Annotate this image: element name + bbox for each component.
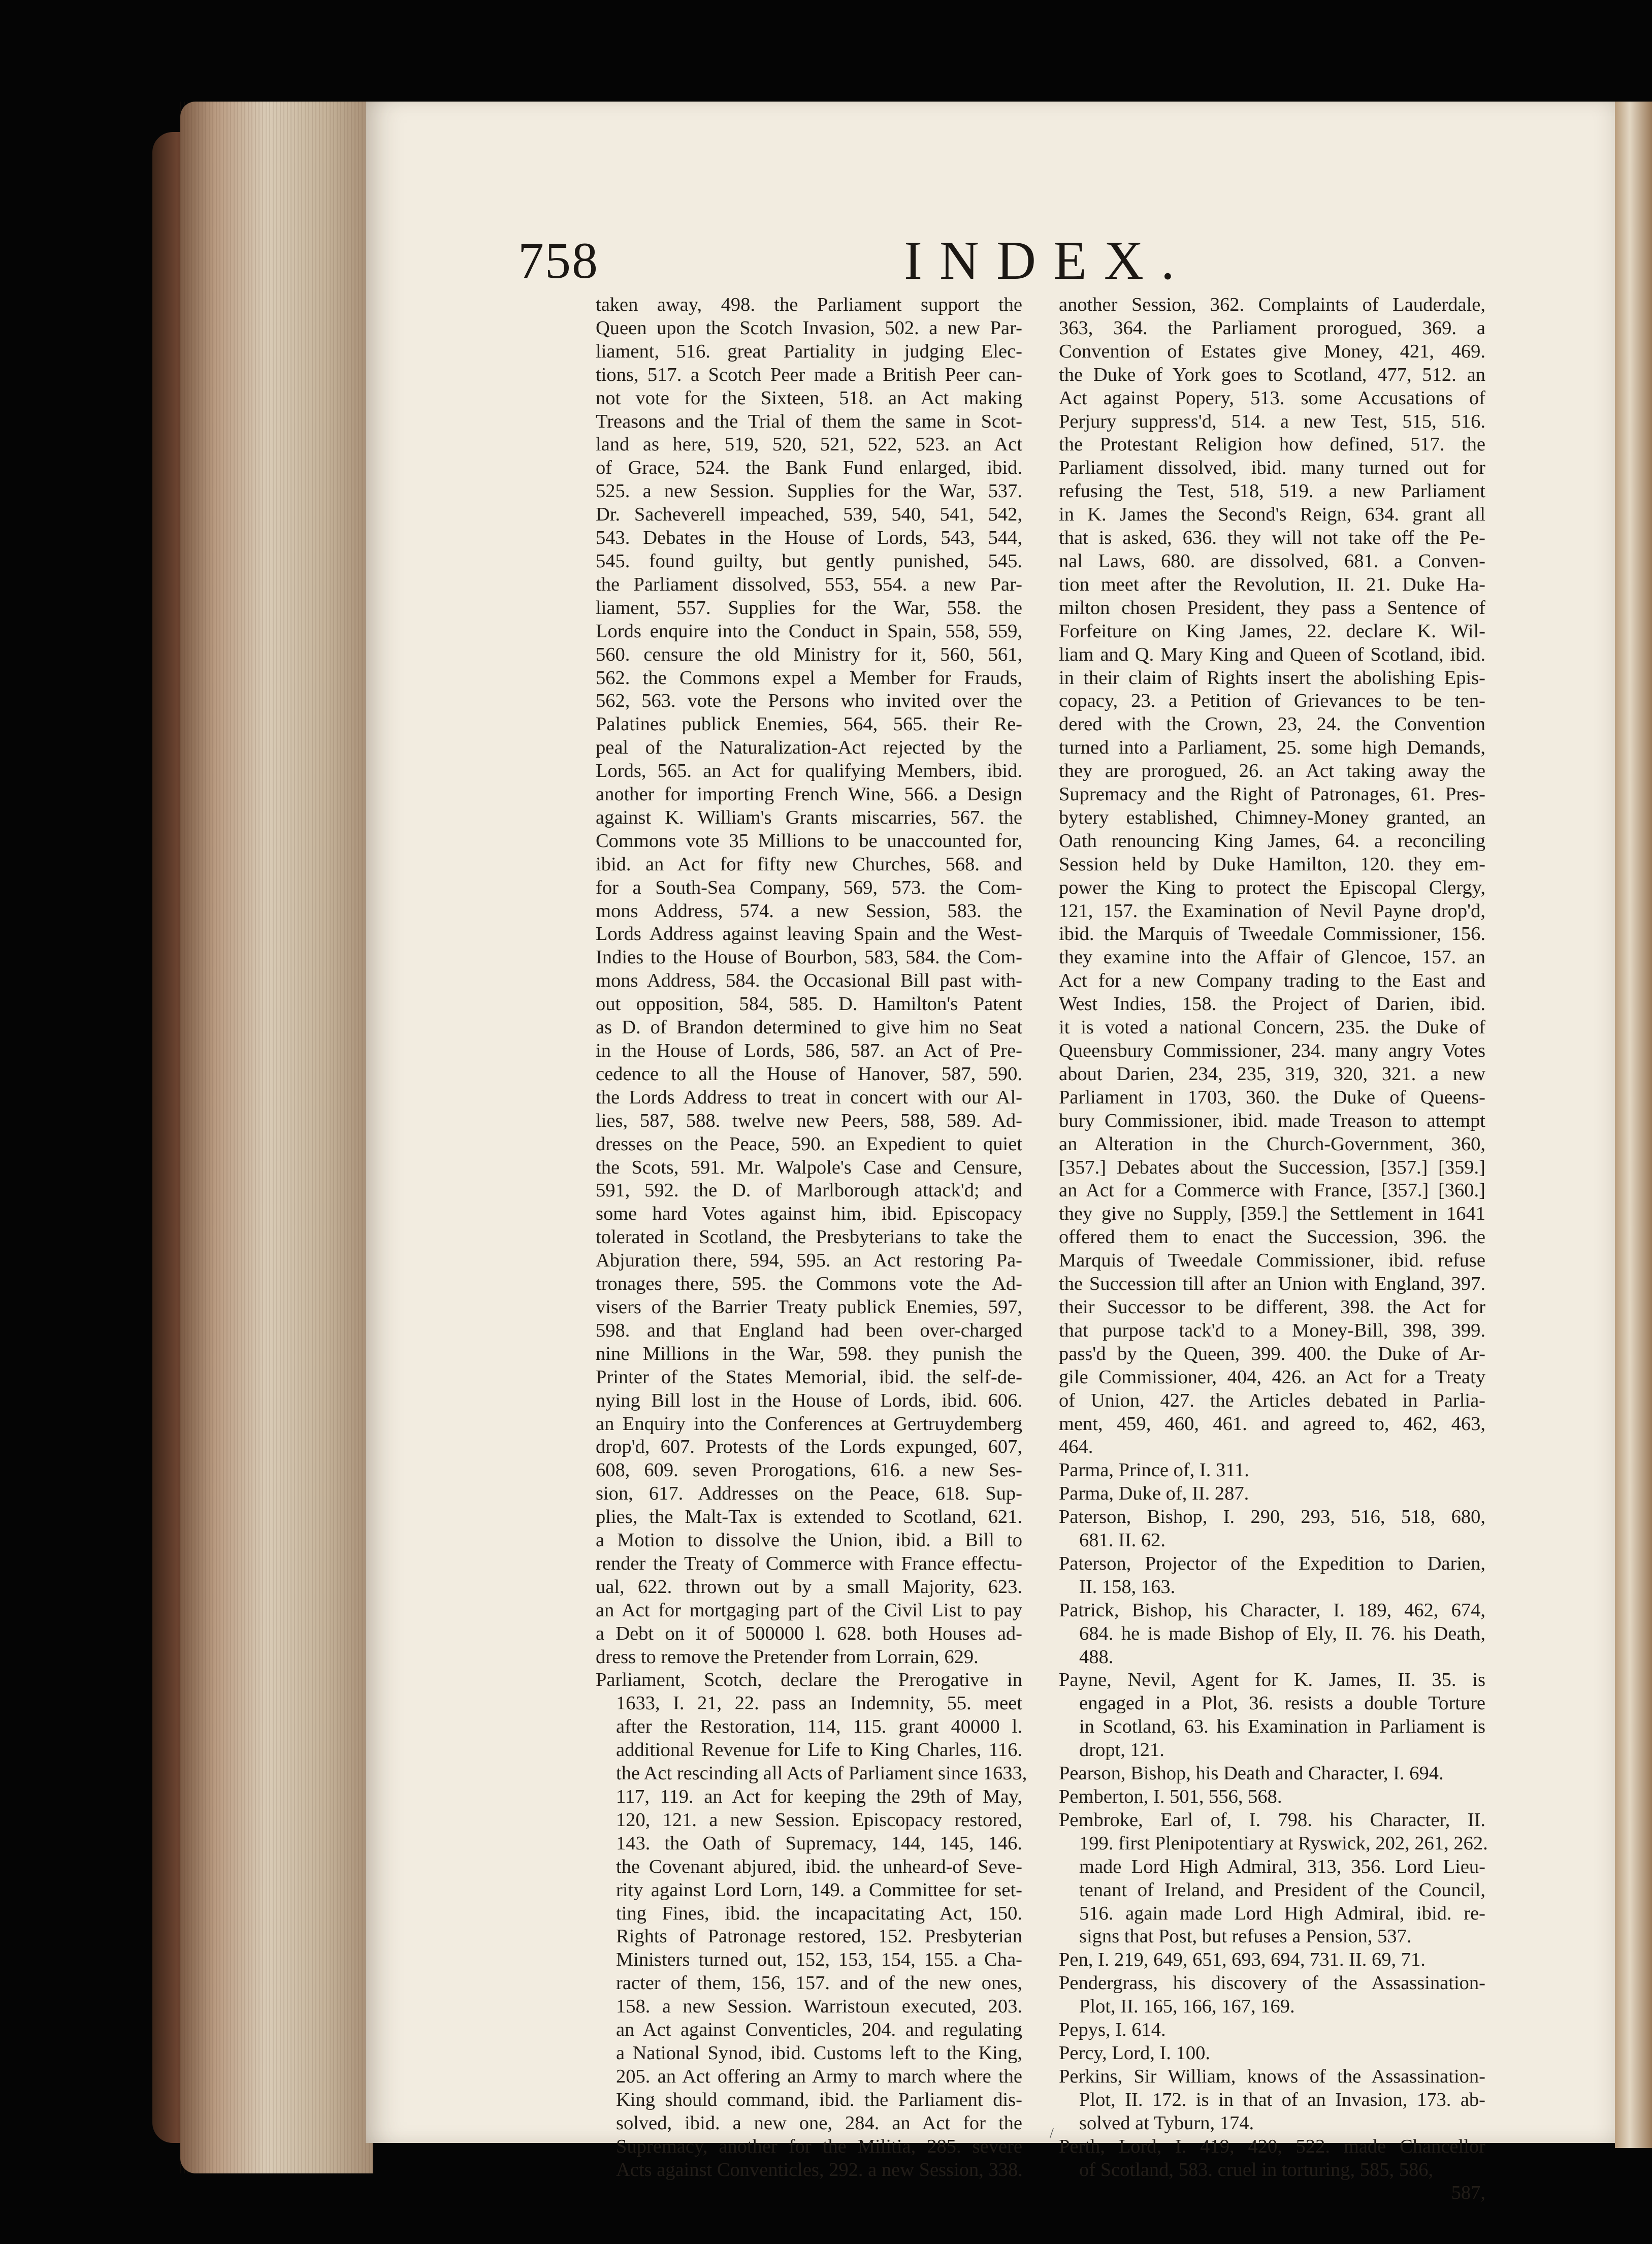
index-line: mons Address, 584. the Occasional Bill past with- xyxy=(596,970,1022,992)
index-line: Acts against Conventicles, 292. a new Session, 338. xyxy=(616,2159,1023,2181)
index-line: dresses on the Peace, 590. an Expedient to quiet xyxy=(596,1133,1022,1155)
index-line: an Act against Conventicles, 204. and regulating xyxy=(616,2019,1022,2041)
index-line: 545. found guilty, but gently punished, 545. xyxy=(596,550,1022,572)
index-line: plies, the Malt-Tax is extended to Scotland, 621. xyxy=(596,1506,1022,1528)
index-line: Convention of Estates give Money, 421, 469. xyxy=(1059,340,1485,362)
index-line: 464. xyxy=(1059,1436,1093,1458)
index-line: 560. censure the old Ministry for it, 560, 561, xyxy=(596,643,1022,665)
index-line: Parliament in 1703, 360. the Duke of Queens- xyxy=(1059,1086,1485,1108)
index-entry-heading: Pepys, I. 614. xyxy=(1059,2019,1166,2041)
index-line: not vote for the Sixteen, 518. an Act making xyxy=(596,387,1022,409)
index-line: it is voted a national Concern, 235. the Duke of xyxy=(1059,1017,1485,1038)
index-line: render the Treaty of Commerce with France effectu- xyxy=(596,1552,1022,1574)
page-block-edge xyxy=(180,102,373,2173)
index-line: 199. first Plenipotentiary at Ryswick, 202, 261, 262. xyxy=(1079,1832,1488,1854)
index-line: racter of them, 156, 157. and of the new ones, xyxy=(616,1972,1022,1994)
index-entry xyxy=(1059,2135,1485,2182)
index-line: Oath renouncing King James, 64. a reconciling xyxy=(1059,830,1485,852)
index-line: out opposition, 584, 585. D. Hamilton's Patent xyxy=(596,993,1022,1015)
index-line: the Lords Address to treat in concert with our Al- xyxy=(596,1086,1022,1108)
index-line: a National Synod, ibid. Customs left to the King, xyxy=(616,2042,1022,2064)
index-entry xyxy=(1059,1785,1485,1809)
index-entry xyxy=(1059,1809,1488,1948)
index-line: power the King to protect the Episcopal Clergy, xyxy=(1059,876,1485,898)
index-line: an Enquiry into the Conferences at Gertruydemberg xyxy=(596,1413,1022,1435)
index-line: their Successor to be different, 398. the Act for xyxy=(1059,1296,1485,1318)
index-line: Session held by Duke Hamilton, 120. they em- xyxy=(1059,853,1485,875)
index-line: they give no Supply, [359.] the Settlement in 1641 xyxy=(1059,1203,1485,1225)
catchword: 587, xyxy=(1451,2182,1485,2204)
index-line: in Scotland, 63. his Examination in Parliament is xyxy=(1079,1716,1485,1738)
index-line: a Motion to dissolve the Union, ibid. a Bill to xyxy=(596,1530,1022,1551)
index-line: in their claim of Rights insert the abolishing Epis- xyxy=(1059,667,1485,689)
index-line: Queen upon the Scotch Invasion, 502. a new Par- xyxy=(596,317,1022,339)
index-line: 525. a new Session. Supplies for the War, 537. xyxy=(596,480,1022,502)
index-entry-heading: Pemberton, I. 501, 556, 568. xyxy=(1059,1786,1282,1807)
index-line: the Act rescinding all Acts of Parliament since 1633, xyxy=(616,1763,1027,1784)
index-line: ment, 459, 460, 461. and agreed to, 462, 463, xyxy=(1059,1413,1485,1435)
index-line: drop'd, 607. Protests of the Lords expunged, 607, xyxy=(596,1436,1022,1458)
index-line: West Indies, 158. the Project of Darien, ibid. xyxy=(1059,993,1485,1015)
index-line: tions, 517. a Scotch Peer made a British Peer can- xyxy=(596,364,1022,385)
index-entry xyxy=(1059,1599,1485,1669)
index-line: 143. the Oath of Supremacy, 144, 145, 146. xyxy=(616,1832,1022,1854)
index-entry xyxy=(1059,1669,1485,1762)
index-line: solved at Tyburn, 174. xyxy=(1079,2112,1254,2134)
index-line: signs that Post, but refuses a Pension, 537. xyxy=(1079,1926,1412,1947)
index-entry-heading: Patrick, Bishop, his Character, I. 189, 462, 674, xyxy=(1059,1599,1485,1621)
index-line: Plot, II. 165, 166, 167, 169. xyxy=(1079,1996,1295,2018)
index-line: lies, 587, 588. twelve new Peers, 588, 589. Ad- xyxy=(596,1110,1022,1131)
index-line: turned into a Parliament, 25. some high Demands, xyxy=(1059,737,1485,759)
index-line: Parliament dissolved, ibid. many turned out for xyxy=(1059,457,1485,479)
index-line: against K. William's Grants miscarries, 567. the xyxy=(596,806,1022,828)
index-line: tenant of Ireland, and President of the Council, xyxy=(1079,1879,1485,1901)
index-line: 608, 609. seven Prorogations, 616. a new Ses- xyxy=(596,1459,1022,1481)
index-line: copacy, 23. a Petition of Grievances to be ten- xyxy=(1059,690,1485,712)
index-line: 363, 364. the Parliament prorogued, 369. a xyxy=(1059,317,1485,339)
index-entry-heading: Percy, Lord, I. 100. xyxy=(1059,2042,1210,2064)
index-line: the Parliament dissolved, 553, 554. a new Par- xyxy=(596,573,1022,595)
index-line: after the Restoration, 114, 115. grant 40000 l. xyxy=(616,1716,1022,1738)
index-line: ting Fines, ibid. the incapacitating Act, 150. xyxy=(616,1902,1022,1924)
index-line: Lords enquire into the Conduct in Spain, 558, 559, xyxy=(596,620,1022,642)
index-line: Indies to the House of Bourbon, 583, 584. the Com- xyxy=(596,947,1022,968)
index-entry xyxy=(1059,1972,1485,2019)
index-line: another Session, 362. Complaints of Lauderdale, xyxy=(1059,294,1485,315)
index-entry-heading: Pendergrass, his discovery of the Assassination- xyxy=(1059,1972,1485,1994)
index-line: 516. again made Lord High Admiral, ibid. re- xyxy=(1079,1902,1485,1924)
index-line: the Protestant Religion how defined, 517. the xyxy=(1059,434,1485,456)
index-line: some hard Votes against him, ibid. Episcopacy xyxy=(596,1203,1022,1225)
index-line: Act against Popery, 513. some Accusations of xyxy=(1059,387,1485,409)
index-line: King should command, ibid. the Parliament dis- xyxy=(616,2089,1022,2110)
index-line: dered with the Crown, 23, 24. the Convention xyxy=(1059,713,1485,735)
stray-mark: / xyxy=(1050,2126,1054,2141)
index-line: Perjury suppress'd, 514. a new Test, 515, 516. xyxy=(1059,410,1485,432)
index-entry xyxy=(1059,2065,1485,2135)
index-line: as D. of Brandon determined to give him no Seat xyxy=(596,1017,1022,1038)
index-entry xyxy=(1059,1552,1485,1599)
index-entry-heading: Perth, Lord, I. 419, 420, 522. made Chancellor xyxy=(1059,2135,1485,2157)
index-line: sion, 617. Addresses on the Peace, 618. Sup- xyxy=(596,1483,1022,1505)
index-line: Plot, II. 172. is in that of an Invasion, 173. ab- xyxy=(1079,2089,1485,2110)
index-line: of Scotland, 583. cruel in torturing, 585, 586, xyxy=(1079,2159,1434,2181)
index-line: 120, 121. a new Session. Episcopacy restored, xyxy=(616,1809,1022,1831)
index-entry xyxy=(1059,1459,1485,1482)
index-line: 121, 157. the Examination of Nevil Payne drop'd, xyxy=(1059,900,1485,922)
index-line: milton chosen President, they pass a Sentence of xyxy=(1059,597,1485,619)
index-line: Ministers turned out, 152, 153, 154, 155. a Cha- xyxy=(616,1949,1022,1971)
index-entry xyxy=(1059,2042,1485,2065)
index-entry-heading: Pearson, Bishop, his Death and Character, I. 694. xyxy=(1059,1763,1444,1784)
index-line: 543. Debates in the House of Lords, 543, 544, xyxy=(596,527,1022,549)
index-line: they examine into the Affair of Glencoe, 157. an xyxy=(1059,947,1485,968)
index-line: that is asked, 636. they will not take off the Pe- xyxy=(1059,527,1485,549)
index-line: taken away, 498. the Parliament support the xyxy=(596,294,1022,315)
index-line: nying Bill lost in the House of Lords, ibid. 606. xyxy=(596,1389,1022,1411)
index-line: Dr. Sacheverell impeached, 539, 540, 541, 542, xyxy=(596,504,1022,526)
index-line: 205. an Act offering an Army to march where the xyxy=(616,2065,1022,2087)
index-line: Forfeiture on King James, 22. declare K. Wil- xyxy=(1059,620,1485,642)
index-line: nine Millions in the War, 598. they punish the xyxy=(596,1343,1022,1364)
index-entry xyxy=(1059,1948,1485,1972)
right-column xyxy=(1059,294,1488,2205)
index-line: mons Address, 574. a new Session, 583. the xyxy=(596,900,1022,922)
index-line: Rights of Patronage restored, 152. Presbyterian xyxy=(616,1926,1022,1947)
index-line: 562. the Commons expel a Member for Frauds, xyxy=(596,667,1022,689)
index-entry-heading: Perkins, Sir William, knows of the Assassination- xyxy=(1059,2065,1485,2087)
index-line: the Succession till after an Union with England, 397. xyxy=(1059,1273,1485,1295)
index-line: II. 158, 163. xyxy=(1079,1576,1176,1598)
index-line: in K. James the Second's Reign, 634. grant all xyxy=(1059,504,1485,526)
index-line: Commons vote 35 Millions to be unaccounted for, xyxy=(596,830,1022,852)
index-line: Treasons and the Trial of them the same in Scot- xyxy=(596,410,1022,432)
index-line: refusing the Test, 518, 519. a new Parliament xyxy=(1059,480,1485,502)
index-line: an Alteration in the Church-Government, 360, xyxy=(1059,1133,1485,1155)
index-line: peal of the Naturalization-Act rejected by the xyxy=(596,737,1022,759)
index-line: engaged in a Plot, 36. resists a double Torture xyxy=(1079,1693,1485,1714)
index-line: Palatines publick Enemies, 564, 565. their Re- xyxy=(596,713,1022,735)
index-line: 117, 119. an Act for keeping the 29th of May, xyxy=(616,1786,1022,1807)
index-line: Supremacy and the Right of Patronages, 61. Pres- xyxy=(1059,784,1485,805)
index-line: tronages there, 595. the Commons vote the Ad- xyxy=(596,1273,1022,1295)
index-line: Lords, 565. an Act for qualifying Members, ibid. xyxy=(596,760,1022,782)
index-line: the Covenant abjured, ibid. the unheard-of Seve- xyxy=(616,1856,1022,1877)
index-line: gile Commissioner, 404, 426. an Act for a Treaty xyxy=(1059,1366,1485,1388)
index-line: Supremacy, another for the Militia, 285. severe xyxy=(616,2135,1022,2157)
index-line: tion meet after the Revolution, II. 21. Duke Ha- xyxy=(1059,573,1485,595)
index-line: dress to remove the Pretender from Lorrain, 629. xyxy=(596,1646,979,1668)
index-entry xyxy=(1059,1506,1485,1552)
index-line: additional Revenue for Life to King Charles, 116. xyxy=(616,1739,1022,1761)
index-line: ibid. an Act for fifty new Churches, 568. and xyxy=(596,853,1022,875)
index-line: for a South-Sea Company, 569, 573. the Com- xyxy=(596,876,1022,898)
index-line: 158. a new Session. Warristoun executed, 203. xyxy=(616,1996,1022,2018)
index-line: of Grace, 524. the Bank Fund enlarged, ibid. xyxy=(596,457,1022,479)
index-line: nal Laws, 680. are dissolved, 681. a Conven- xyxy=(1059,550,1485,572)
index-line: ibid. the Marquis of Tweedale Commissioner, 156. xyxy=(1059,923,1485,945)
index-line: dropt, 121. xyxy=(1079,1739,1164,1761)
index-line: in the House of Lords, 586, 587. an Act of Pre- xyxy=(596,1040,1022,1061)
index-line: Queensbury Commissioner, 234. many angry Votes xyxy=(1059,1040,1485,1061)
index-line: 591, 592. the D. of Marlborough attack'd; and xyxy=(596,1180,1022,1201)
index-line: a Debt on it of 500000 l. 628. both Houses ad- xyxy=(596,1622,1022,1644)
index-line: 562, 563. vote the Persons who invited over the xyxy=(596,690,1022,712)
index-line: visers of the Barrier Treaty publick Enemies, 597, xyxy=(596,1296,1022,1318)
index-line: pass'd by the Queen, 399. 400. the Duke of Ar- xyxy=(1059,1343,1485,1364)
index-line: the Duke of York goes to Scotland, 477, 512. an xyxy=(1059,364,1485,385)
index-line: made Lord High Admiral, 313, 356. Lord Lieu- xyxy=(1079,1856,1485,1877)
index-line: an Act for a Commerce with France, [357.] [360.] xyxy=(1059,1180,1485,1201)
index-entry-heading: Paterson, Projector of the Expedition to Darien, xyxy=(1059,1552,1485,1574)
index-line: ual, 622. thrown out by a small Majority, 623. xyxy=(596,1576,1022,1598)
index-line: the Scots, 591. Mr. Walpole's Case and Censure, xyxy=(596,1156,1022,1178)
index-entry-heading: Parliament, Scotch, declare the Prerogative in xyxy=(596,1669,1022,1691)
index-line: [357.] Debates about the Succession, [357.] [359.] xyxy=(1059,1156,1485,1178)
index-entry-heading: Parma, Duke of, II. 287. xyxy=(1059,1483,1249,1505)
index-entry xyxy=(1059,2019,1485,2042)
index-entry-heading: Pen, I. 219, 649, 651, 693, 694, 731. II. 69, 71. xyxy=(1059,1949,1426,1971)
index-entry xyxy=(596,1669,1027,2182)
index-entry-heading: Parma, Prince of, I. 311. xyxy=(1059,1459,1249,1481)
index-line: 684. he is made Bishop of Ely, II. 76. his Death, xyxy=(1079,1622,1485,1644)
index-line: rity against Lord Lorn, 149. a Committee for set- xyxy=(616,1879,1022,1901)
index-line: about Darien, 234, 235, 319, 320, 321. a new xyxy=(1059,1063,1485,1085)
index-line: land as here, 519, 520, 521, 522, 523. an Act xyxy=(596,434,1022,456)
index-line: bury Commissioner, ibid. made Treason to attempt xyxy=(1059,1110,1485,1131)
page-number: 758 xyxy=(518,232,599,289)
index-line: they are prorogued, 26. an Act taking away the xyxy=(1059,760,1485,782)
index-entry xyxy=(1059,1482,1485,1506)
index-line: solved, ibid. a new one, 284. an Act for the xyxy=(616,2112,1022,2134)
index-line: another for importing French Wine, 566. a Design xyxy=(596,784,1022,805)
index-line: tolerated in Scotland, the Presbyterians to take the xyxy=(596,1226,1022,1248)
index-entry-heading: Paterson, Bishop, I. 290, 293, 516, 518, 680, xyxy=(1059,1506,1485,1528)
index-entry xyxy=(1059,1762,1485,1785)
left-column xyxy=(596,294,1027,2182)
index-line: offered them to enact the Succession, 396. the xyxy=(1059,1226,1485,1248)
index-line: 598. and that England had been over-charged xyxy=(596,1319,1022,1341)
index-line: Act for a new Company trading to the East and xyxy=(1059,970,1485,992)
index-line: 488. xyxy=(1079,1646,1114,1668)
index-line: Abjuration there, 594, 595. an Act restoring Pa- xyxy=(596,1250,1022,1272)
index-line: liament, 516. great Partiality in judging Elec- xyxy=(596,340,1022,362)
index-entry-heading: Pembroke, Earl of, I. 798. his Character, II. xyxy=(1059,1809,1485,1831)
index-line: Marquis of Tweedale Commissioner, ibid. refuse xyxy=(1059,1250,1485,1272)
index-line: 681. II. 62. xyxy=(1079,1530,1166,1551)
index-line: Printer of the States Memorial, ibid. the self-de- xyxy=(596,1366,1022,1388)
running-head: INDEX. xyxy=(904,231,1192,291)
facing-page-edge xyxy=(1615,102,1652,2148)
index-line: an Act for mortgaging part of the Civil List to pay xyxy=(596,1599,1022,1621)
index-line: that purpose tack'd to a Money-Bill, 398, 399. xyxy=(1059,1319,1485,1341)
index-entry-heading: Payne, Nevil, Agent for K. James, II. 35. is xyxy=(1059,1669,1485,1691)
index-line: Lords Address against leaving Spain and the West- xyxy=(596,923,1022,945)
index-line: 1633, I. 21, 22. pass an Indemnity, 55. meet xyxy=(616,1693,1022,1714)
index-line: liam and Q. Mary King and Queen of Scotland, ibid. xyxy=(1059,643,1485,665)
index-line: cedence to all the House of Hanover, 587, 590. xyxy=(596,1063,1022,1085)
index-line: liament, 557. Supplies for the War, 558. the xyxy=(596,597,1022,619)
index-line: bytery established, Chimney-Money granted, an xyxy=(1059,806,1485,828)
index-line: of Union, 427. the Articles debated in Parlia- xyxy=(1059,1389,1485,1411)
